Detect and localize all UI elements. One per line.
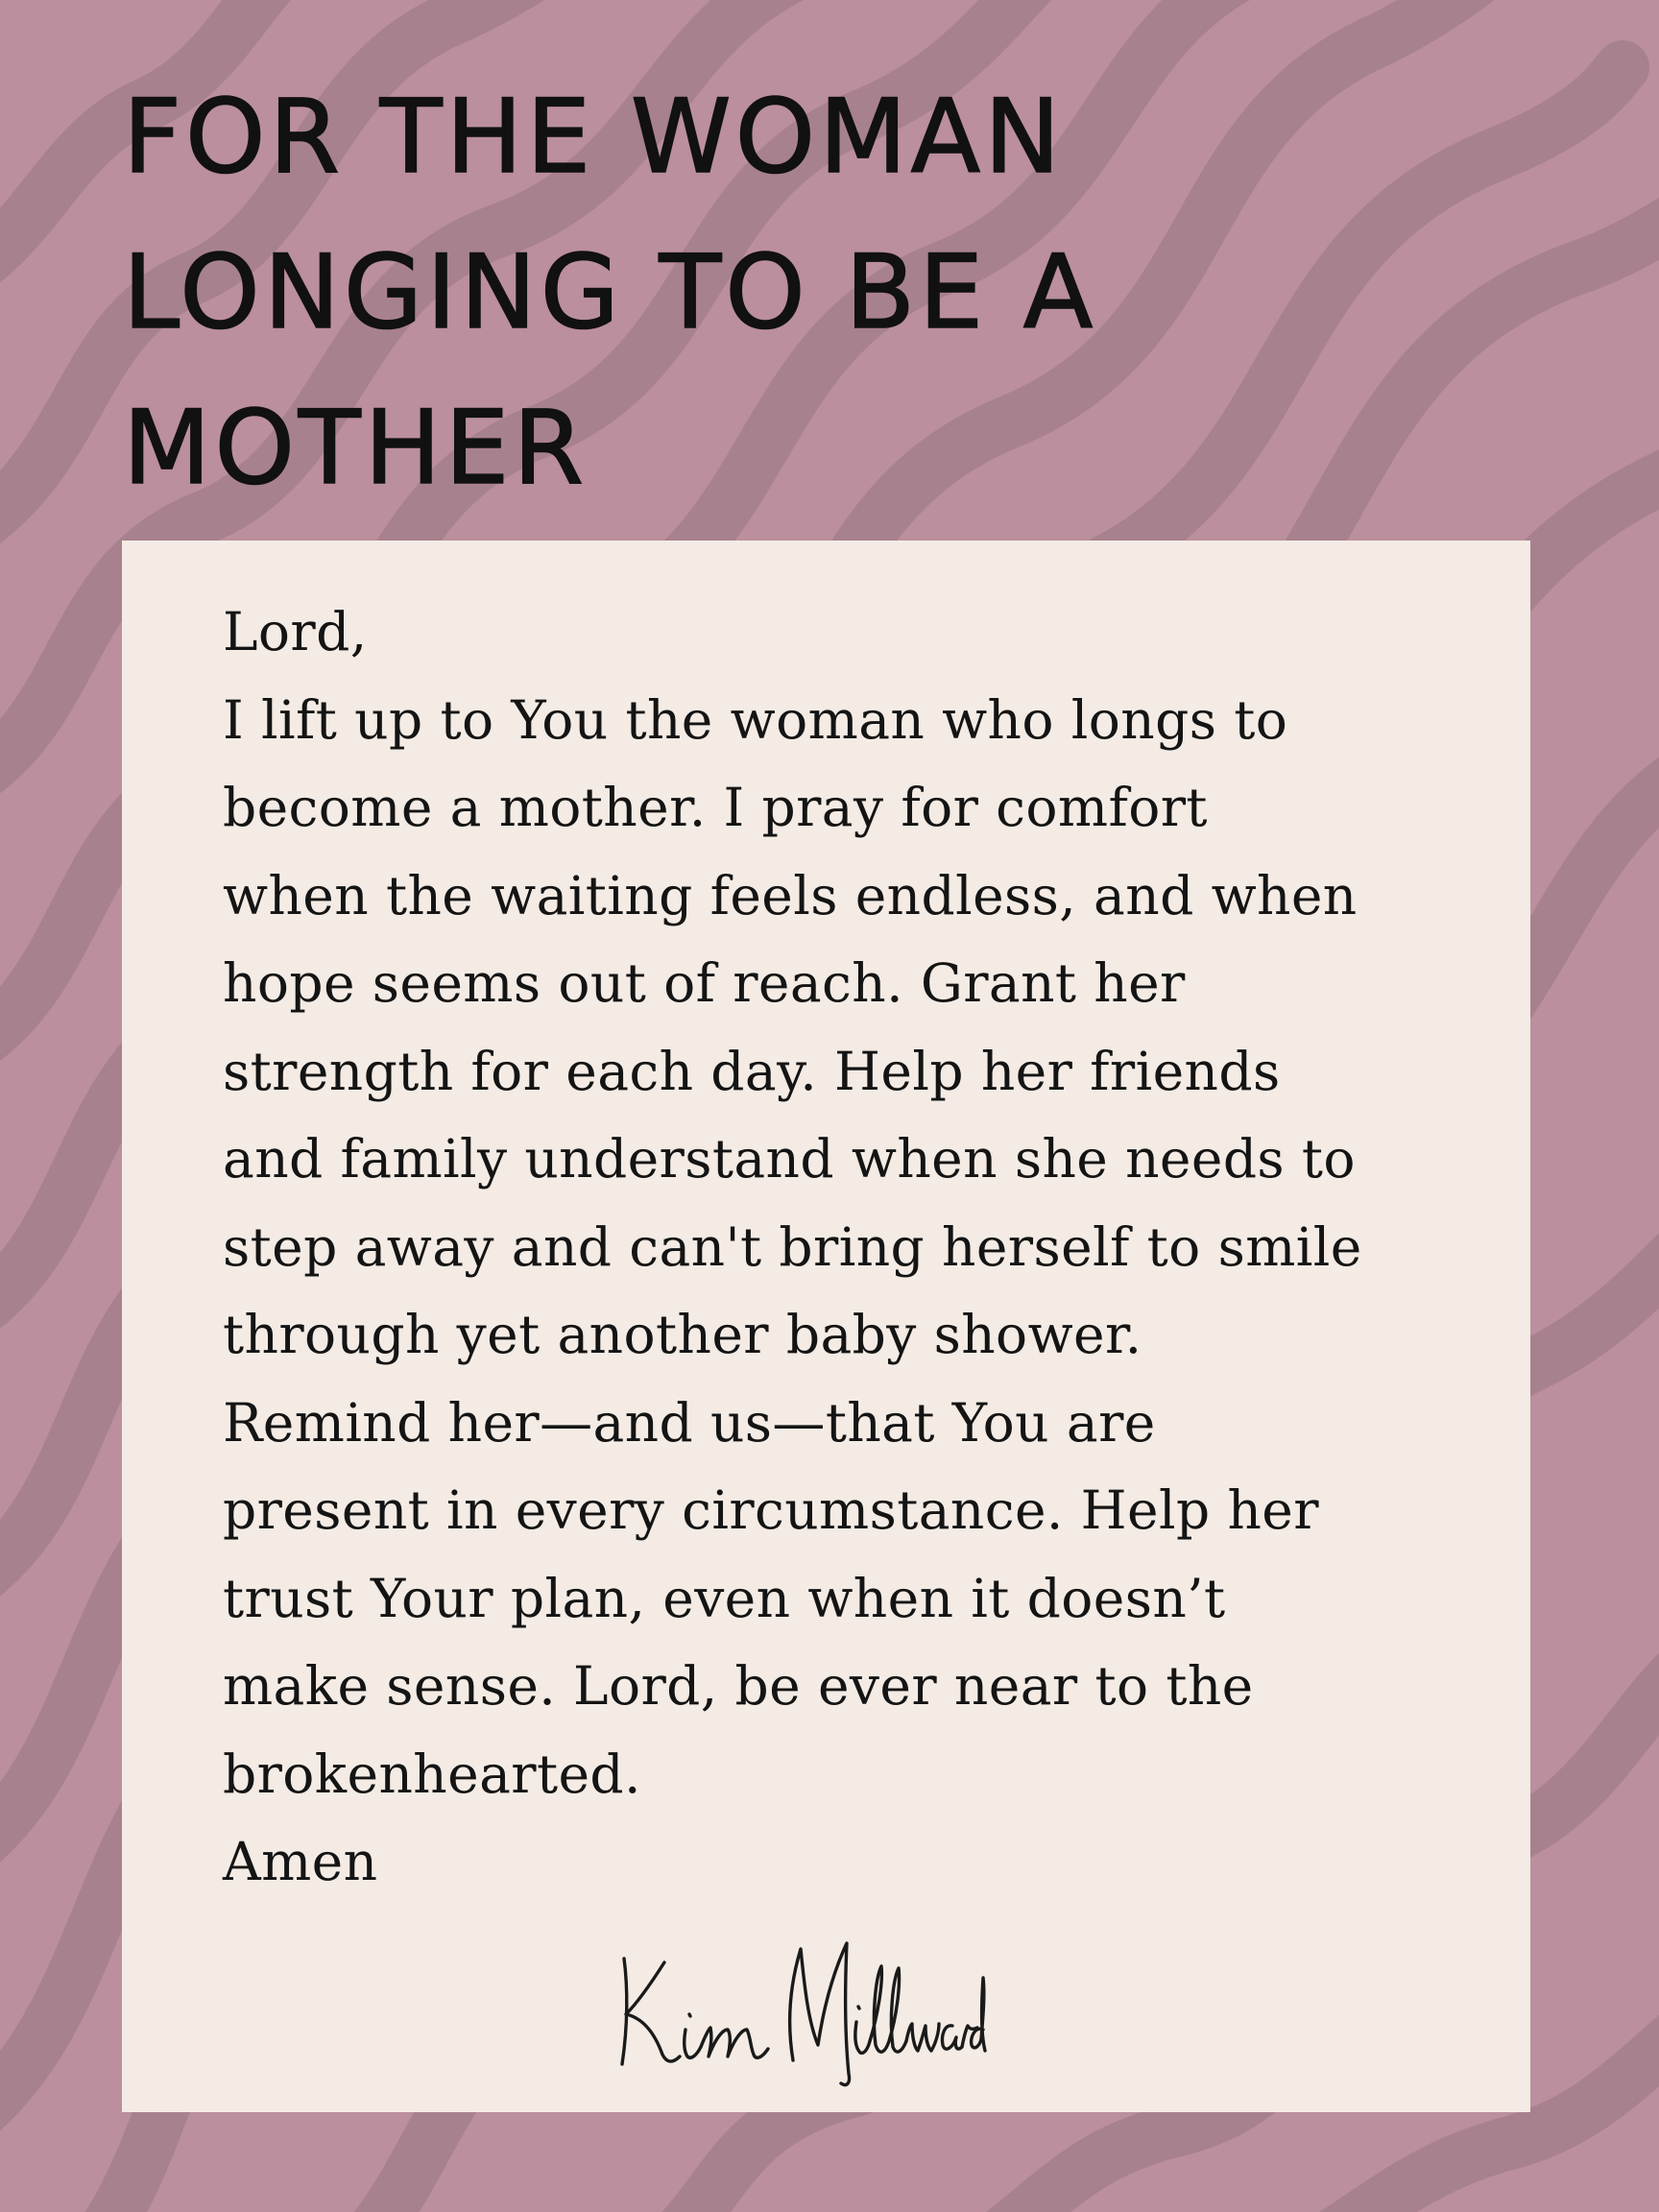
prayer-line: trust Your plan, even when it doesn’t [223,1567,1226,1629]
prayer-line: Lord, [223,601,368,662]
prayer-line: I lift up to You the woman who longs to [223,688,1288,751]
prayer-line: Remind her—and us—that You are [223,1391,1156,1454]
title-line: MOTHER [123,389,588,507]
prayer-line: strength for each day. Help her friends [223,1040,1281,1102]
prayer-line: and family understand when she needs to [223,1128,1356,1190]
prayer-line: Amen [223,1831,378,1892]
prayer-line: when the waiting feels endless, and when [223,864,1358,926]
prayer-line: brokenhearted. [223,1743,641,1805]
prayer-text [223,589,1490,1907]
prayer-line: through yet another baby shower. [223,1304,1142,1365]
prayer-line: step away and can't bring herself to smile [223,1215,1362,1278]
page-title [123,60,1448,526]
title-line: LONGING TO BE A [123,233,1097,351]
prayer-line: hope seems out of reach. Grant her [223,952,1186,1014]
prayer-line: make sense. Lord, be ever near to the [223,1655,1254,1717]
prayer-line: become a mother. I pray for comfort [223,777,1208,838]
signature [605,1930,989,2093]
title-line: FOR THE WOMAN [123,78,1065,196]
prayer-line: present in every circumstance. Help her [223,1479,1319,1541]
